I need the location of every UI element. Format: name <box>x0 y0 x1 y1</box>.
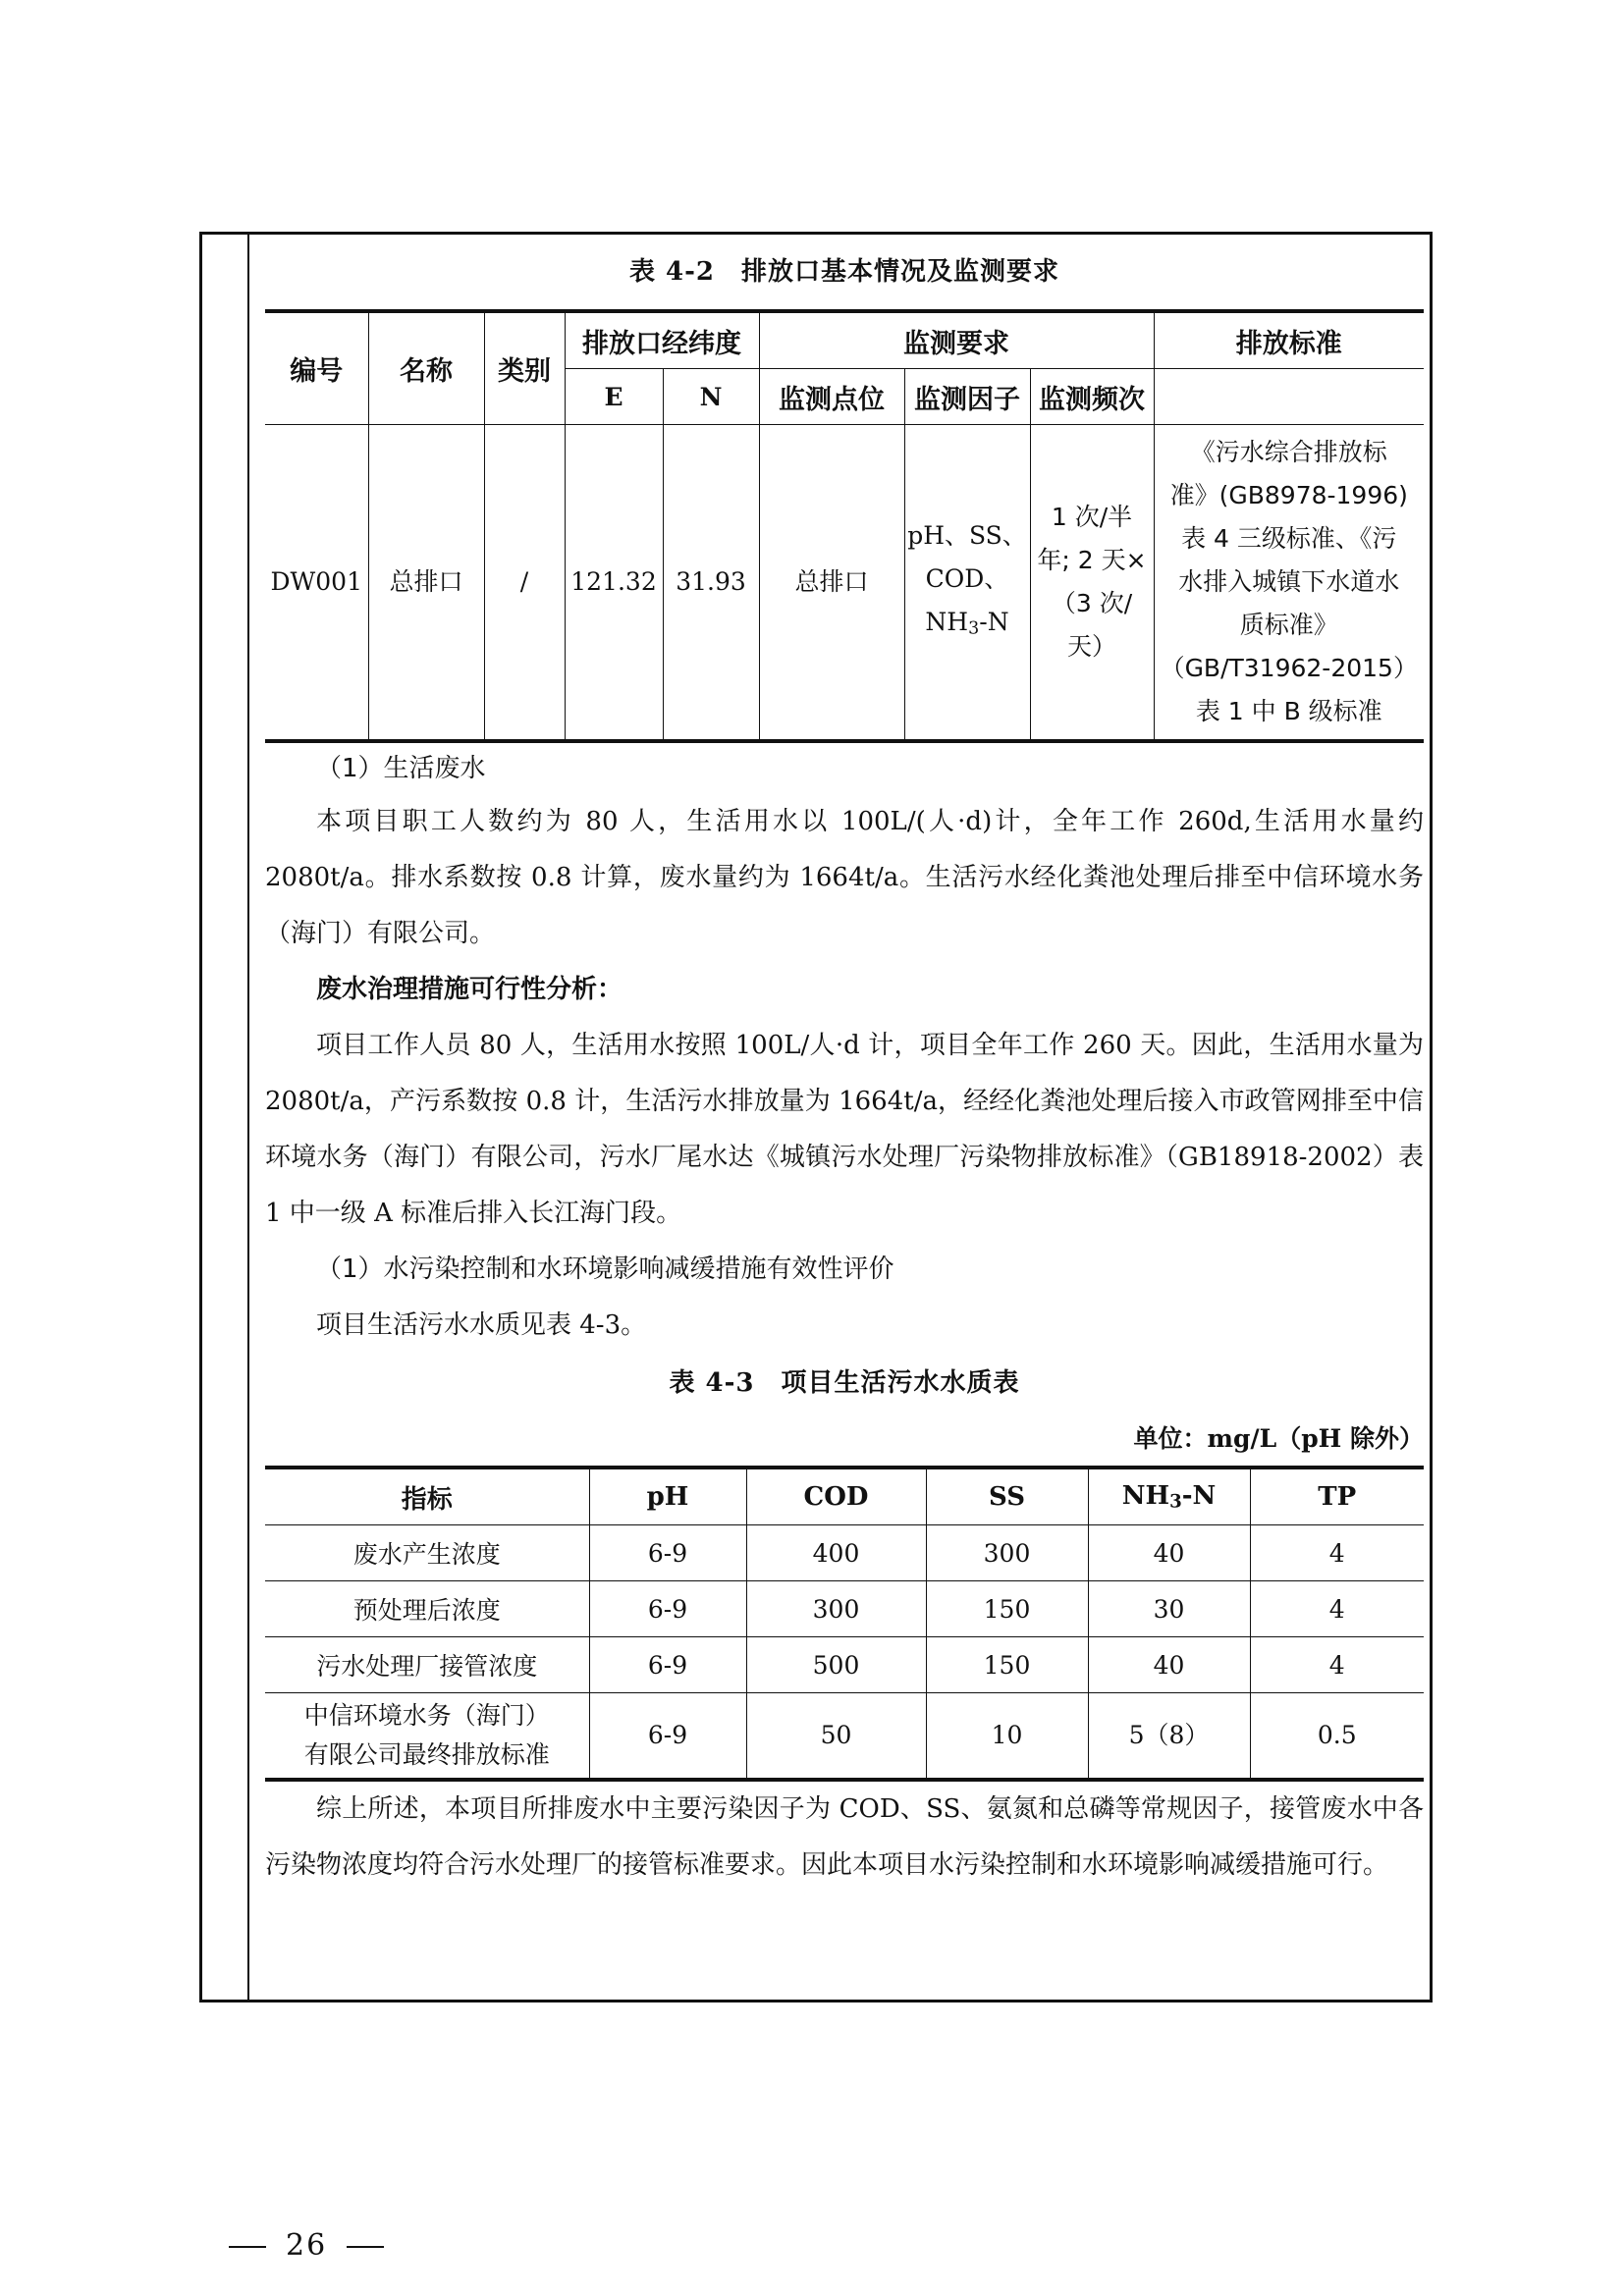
table-row <box>265 1525 1424 1581</box>
cell-ss: 300 <box>926 1525 1088 1581</box>
std-line2: 准》(GB8978-1996) <box>1169 481 1408 509</box>
header-factor: 监测因子 <box>904 369 1030 425</box>
header-code: 编号 <box>265 311 368 425</box>
header-nh3n: $NH_3-N$ <box>1088 1468 1250 1525</box>
freq-line1: 1 次/半 <box>1051 503 1133 531</box>
cell-cod: 500 <box>746 1637 926 1693</box>
subheading-domestic-wastewater: （1）生活废水 <box>316 754 486 783</box>
header-tp: TP <box>1250 1468 1424 1525</box>
page-frame <box>199 232 1433 2002</box>
cell-tp: 4 <box>1250 1525 1424 1581</box>
header-standard-empty <box>1154 369 1424 425</box>
table-row <box>265 1637 1424 1693</box>
table-4-2 <box>265 309 1424 743</box>
row-name: 废水产生浓度 <box>265 1525 589 1581</box>
freq-line4: 天） <box>1067 632 1117 661</box>
freq-line2: 年; 2 天× <box>1037 546 1147 574</box>
table-4-2-title: 表 4-2 排放口基本情况及监测要求 <box>628 257 1060 287</box>
cell-n: 31.93 <box>663 425 759 742</box>
factor-line2: COD、 <box>925 563 1009 593</box>
cell-tp: 4 <box>1250 1581 1424 1637</box>
header-category: 类别 <box>484 311 565 425</box>
paragraph-wastewater-volume: 本项目职工人数约为 80 人，生活用水以 100L/(人·d)计，全年工作 260d,生活用水量约 2080t/a。排水系数按 0.8 计算，废水量约为 1664t/a。生活污水经化粪池处理后排至中信环境水务（海门）有限公司。 <box>265 807 1424 948</box>
cell-frequency <box>1030 425 1154 742</box>
header-standard: 排放标准 <box>1154 311 1424 369</box>
table-4-3 <box>265 1466 1424 1782</box>
paragraph-conclusion: 综上所述，本项目所排废水中主要污染因子为 COD、SS、氨氮和总磷等常规因子，接管废水中各污染物浓度均符合污水处理厂的接管标准要求。因此本项目水污染控制和水环境影响减缓措施可行。 <box>265 1794 1424 1880</box>
cell-code: DW001 <box>265 425 368 742</box>
std-line4: 水排入城镇下水道水 <box>1178 567 1400 596</box>
table-row <box>265 1581 1424 1637</box>
subheading-effectiveness: （1）水污染控制和水环境影响减缓措施有效性评价 <box>316 1255 894 1284</box>
factor-line3: $NH_3-N$ <box>925 607 1009 639</box>
row-name: 预处理后浓度 <box>265 1581 589 1637</box>
factor-line1: pH、SS、 <box>907 520 1027 550</box>
footer-dash-left <box>229 2246 266 2248</box>
cell-factor <box>904 425 1030 742</box>
cell-e: 121.32 <box>565 425 663 742</box>
row-name: 污水处理厂接管浓度 <box>265 1637 589 1693</box>
page-content <box>265 235 1424 1894</box>
cell-ph: 6-9 <box>589 1637 746 1693</box>
std-line5: 质标准》 <box>1239 611 1338 639</box>
row-name-line1: 中信环境水务（海门） <box>303 1701 550 1730</box>
header-indicator: 指标 <box>265 1468 589 1525</box>
frame-margin-line <box>247 235 249 2000</box>
paragraph-table-ref: 项目生活污水水质见表 4-3。 <box>316 1310 647 1340</box>
footer-dash-right <box>347 2246 384 2248</box>
cell-ph: 6-9 <box>589 1581 746 1637</box>
cell-name: 总排口 <box>368 425 484 742</box>
header-n: N <box>663 369 759 425</box>
cell-nh3n: 40 <box>1088 1637 1250 1693</box>
table-4-3-title: 表 4-3 项目生活污水水质表 <box>669 1368 1020 1398</box>
table-row <box>265 425 1424 742</box>
std-line3: 表 4 三级标准、《污 <box>1181 524 1397 553</box>
header-ss: SS <box>926 1468 1088 1525</box>
row-name <box>265 1693 589 1781</box>
cell-ss: 150 <box>926 1637 1088 1693</box>
header-name: 名称 <box>368 311 484 425</box>
cell-ph: 6-9 <box>589 1525 746 1581</box>
table-4-3-unit: 单位：mg/L（pH 除外） <box>1133 1424 1424 1453</box>
cell-nh3n: 40 <box>1088 1525 1250 1581</box>
cell-cod: 300 <box>746 1581 926 1637</box>
heading-feasibility: 废水治理措施可行性分析： <box>316 975 623 1004</box>
cell-nh3n: 5（8） <box>1088 1693 1250 1781</box>
cell-cod: 400 <box>746 1525 926 1581</box>
header-cod: COD <box>746 1468 926 1525</box>
table-row <box>265 1693 1424 1781</box>
header-e: E <box>565 369 663 425</box>
header-coords: 排放口经纬度 <box>565 311 759 369</box>
header-monitoring: 监测要求 <box>759 311 1154 369</box>
std-line1: 《污水综合排放标 <box>1190 438 1387 466</box>
header-frequency: 监测频次 <box>1030 369 1154 425</box>
cell-category: / <box>484 425 565 742</box>
header-point: 监测点位 <box>759 369 904 425</box>
cell-nh3n: 30 <box>1088 1581 1250 1637</box>
page-number: 26 <box>286 2228 328 2263</box>
page-footer <box>209 2228 404 2263</box>
cell-point: 总排口 <box>759 425 904 742</box>
cell-ss: 10 <box>926 1693 1088 1781</box>
cell-cod: 50 <box>746 1693 926 1781</box>
cell-standard <box>1154 425 1424 742</box>
cell-ph: 6-9 <box>589 1693 746 1781</box>
row-name-line2: 有限公司最终排放标准 <box>303 1740 550 1769</box>
cell-tp: 4 <box>1250 1637 1424 1693</box>
header-ph: pH <box>589 1468 746 1525</box>
cell-ss: 150 <box>926 1581 1088 1637</box>
paragraph-feasibility: 项目工作人员 80 人，生活用水按照 100L/人·d 计，项目全年工作 260 天。因此，生活用水量为 2080t/a，产污系数按 0.8 计，生活污水排放量为 1664t/a，经经化粪池处理后接入市政管网排至中信环境水务（海门）有限公司，污水厂尾水达《城镇污水处理厂污染物排放标准》（GB18918-2002）表 1 中一级 A 标准后排入长江海门段。 <box>265 1031 1424 1228</box>
cell-tp: 0.5 <box>1250 1693 1424 1781</box>
freq-line3: （3 次/ <box>1051 589 1133 617</box>
std-line7: 表 1 中 B 级标准 <box>1195 697 1382 725</box>
std-line6: （GB/T31962-2015） <box>1160 654 1418 682</box>
